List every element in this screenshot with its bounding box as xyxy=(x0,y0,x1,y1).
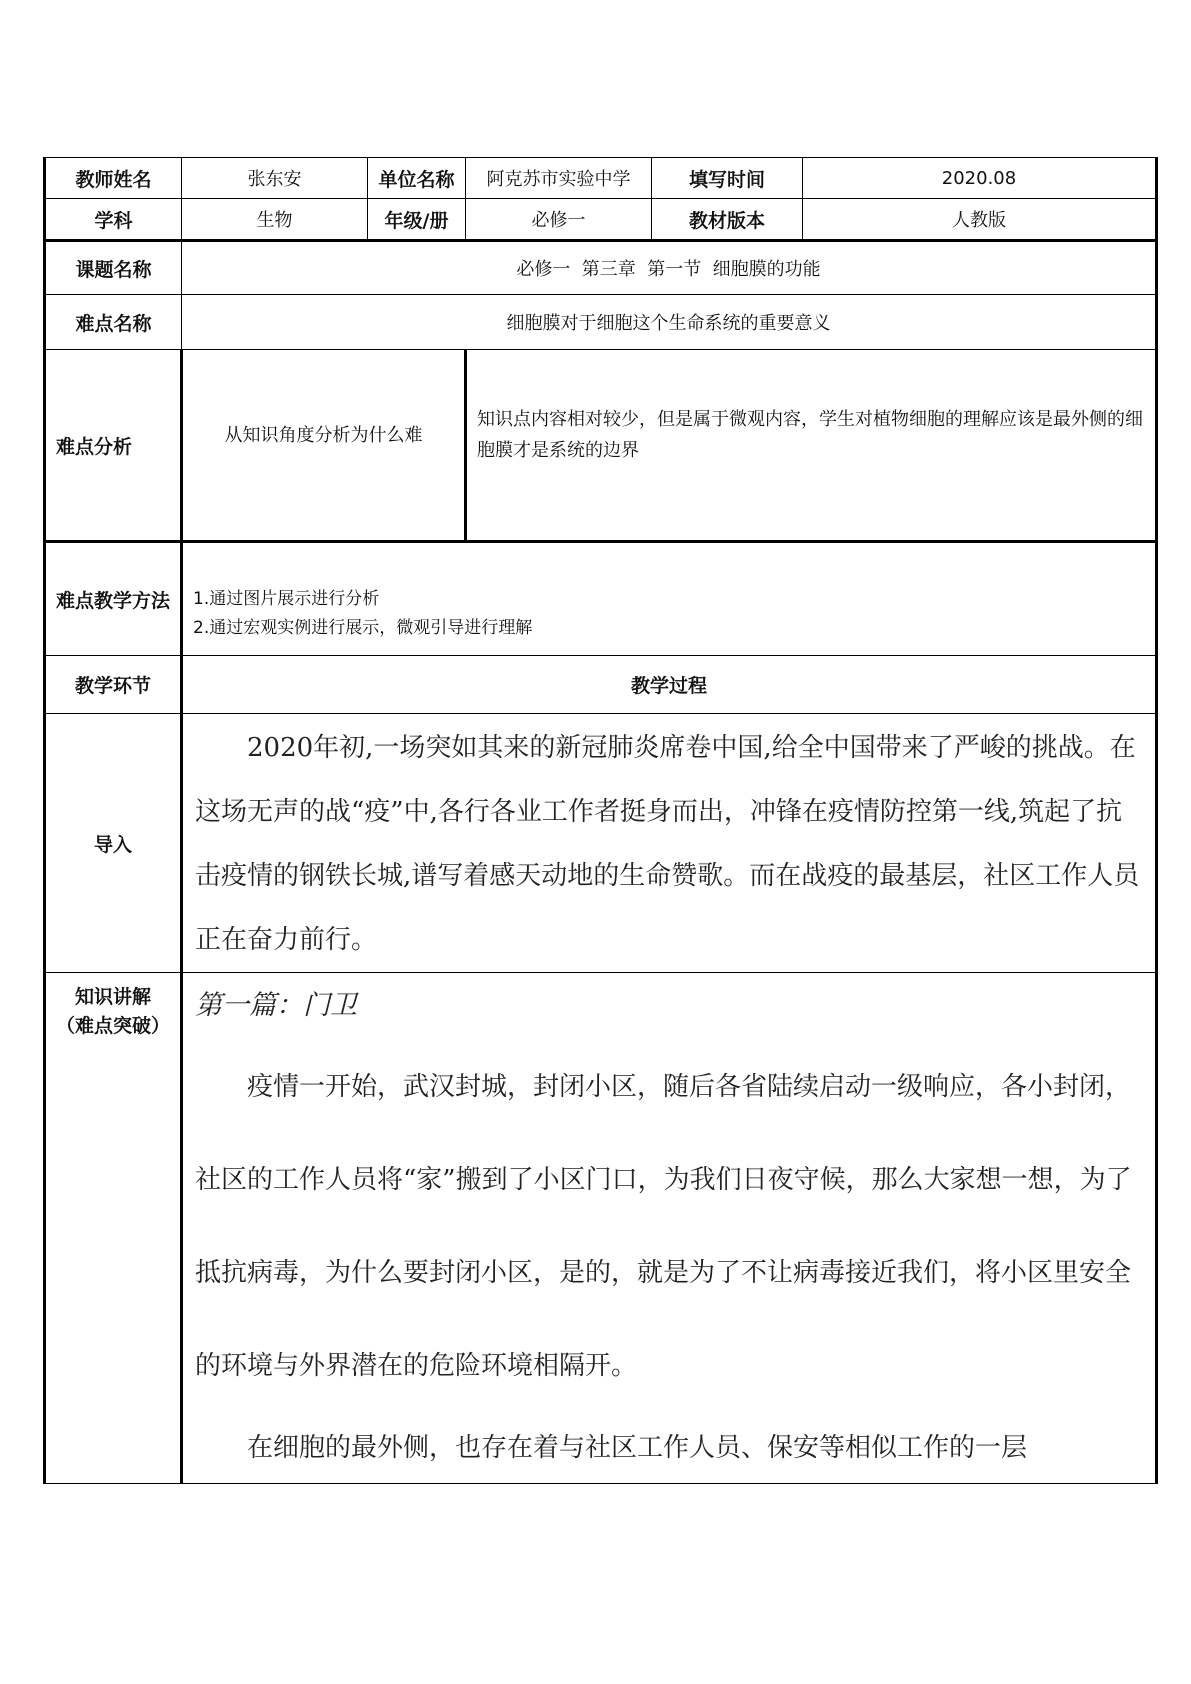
intro-label: 导入 xyxy=(45,714,182,973)
intro-cell xyxy=(182,714,1157,973)
subject-value: 生物 xyxy=(182,199,368,241)
knowledge-heading: 第一篇：门卫 xyxy=(195,990,357,1021)
grade-label: 年级/册 xyxy=(368,199,466,241)
process-label: 教学过程 xyxy=(182,656,1157,714)
subject-label: 学科 xyxy=(45,199,182,241)
edition-label: 教材版本 xyxy=(652,199,803,241)
fill-date-value: 2020.08 xyxy=(803,158,1157,199)
method-label: 难点教学方法 xyxy=(45,542,182,656)
process-header-row xyxy=(45,656,1157,714)
analysis-label: 难点分析 xyxy=(45,350,182,542)
knowledge-body xyxy=(183,1041,1155,1483)
difficulty-value: 细胞膜对于细胞这个生命系统的重要意义 xyxy=(182,295,1157,350)
knowledge-label-line1: 知识讲解 xyxy=(74,986,151,1008)
edition-value: 人教版 xyxy=(803,199,1157,241)
unit-name-label: 单位名称 xyxy=(368,158,466,199)
intro-text: 2020年初,一场突如其来的新冠肺炎席卷中国,给全中国带来了严峻的挑战。在这场无声的战“疫”中,各行各业工作者挺身而出，冲锋在疫情防控第一线,筑起了抗击疫情的钢铁长城,谱写着感天动地的生命赞歌。而在战疫的最基层，社区工作人员正在奋力前行。 xyxy=(195,733,1140,955)
grade-value: 必修一 xyxy=(466,199,652,241)
topic-row xyxy=(45,241,1157,295)
method-item-2: 2.通过宏观实例进行展示，微观引导进行理解 xyxy=(193,618,533,638)
knowledge-label-cell xyxy=(45,973,182,1484)
teacher-name-label: 教师姓名 xyxy=(45,158,182,199)
fill-date-label: 填写时间 xyxy=(652,158,803,199)
knowledge-paragraph-1: 疫情一开始，武汉封城，封闭小区，随后各省陆续启动一级响应，各小封闭，社区的工作人员将“家”搬到了小区门口，为我们日夜守候，那么大家想一想，为了抵抗病毒，为什么要封闭小区，是的，就是为了不让病毒接近我们，将小区里安全的环境与外界潜在的危险环境相隔开。 xyxy=(195,1072,1132,1381)
analysis-value: 知识点内容相对较少，但是属于微观内容，学生对植物细胞的理解应该是最外侧的细胞膜才是系统的边界 xyxy=(466,350,1157,542)
knowledge-row xyxy=(45,973,1157,1484)
topic-label: 课题名称 xyxy=(45,241,182,295)
lesson-plan-table xyxy=(43,157,1158,1484)
knowledge-paragraph-2: 在细胞的最外侧，也存在着与社区工作人员、保安等相似工作的一层 xyxy=(247,1433,1028,1463)
knowledge-label-line2: （难点突破） xyxy=(55,1015,170,1037)
unit-name-value: 阿克苏市实验中学 xyxy=(466,158,652,199)
analysis-row xyxy=(45,350,1157,542)
info-row-2 xyxy=(45,199,1157,241)
stage-label: 教学环节 xyxy=(45,656,182,714)
intro-row xyxy=(45,714,1157,973)
method-row xyxy=(45,542,1157,656)
knowledge-content xyxy=(182,973,1157,1484)
teacher-name-value: 张东安 xyxy=(182,158,368,199)
knowledge-label xyxy=(46,973,180,1041)
info-row-1 xyxy=(45,158,1157,199)
topic-value: 必修一 第三章 第一节 细胞膜的功能 xyxy=(182,241,1157,295)
analysis-sub-label: 从知识角度分析为什么难 xyxy=(182,350,466,542)
method-item-1: 1.通过图片展示进行分析 xyxy=(193,589,380,609)
difficulty-row xyxy=(45,295,1157,350)
method-list xyxy=(182,542,1157,656)
difficulty-label: 难点名称 xyxy=(45,295,182,350)
